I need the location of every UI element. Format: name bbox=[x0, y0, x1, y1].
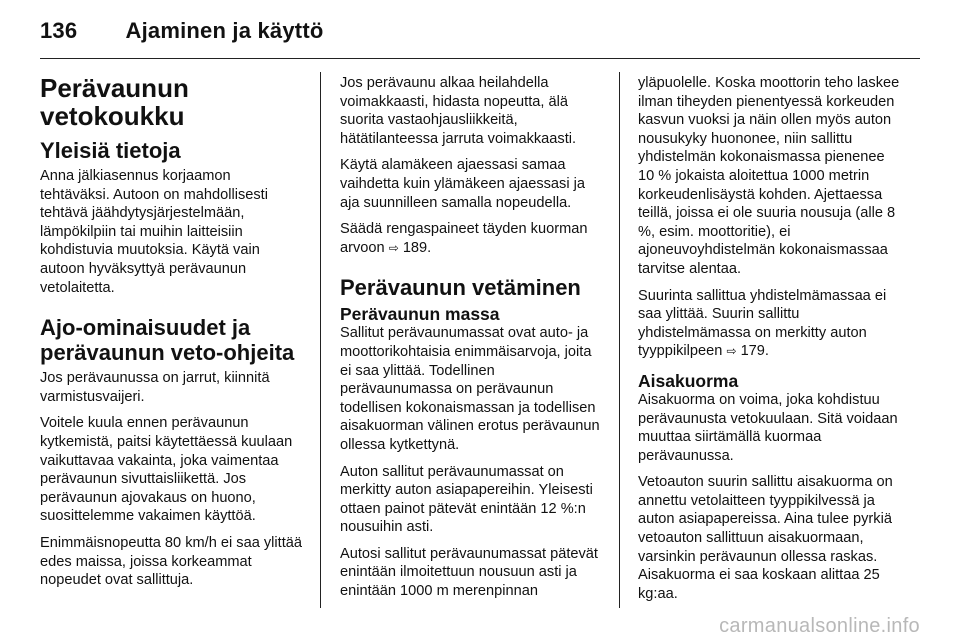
paragraph-drawbar-definition: Aisakuorma on voima, joka kohdistuu perävaunusta vetokuulaan. Sitä voidaan muuttaa siirtämällä kuormaa perävaunussa. bbox=[638, 391, 898, 464]
heading-drawbar-load: Aisakuorma bbox=[638, 370, 739, 391]
section-title: Ajaminen ja käyttö bbox=[125, 18, 324, 43]
heading-trailer-mass: Perävaunun massa bbox=[340, 304, 500, 325]
paragraph-downhill-gear: Käytä alamäkeen ajaessasi samaa vaihdetta kuin ylämäkeen ajaessasi ja aja suunnilleen samalla nopeudella. bbox=[340, 157, 585, 211]
heading-general-info: Yleisiä tietoja bbox=[40, 138, 181, 163]
column-3 bbox=[638, 74, 900, 611]
paragraph-safety-cable: Jos perävaunussa on jarrut, kiinnitä varmistusvaijeri. bbox=[40, 370, 270, 405]
page-ref-arrow-icon: ⇨ bbox=[388, 240, 399, 255]
paragraph-vehicle-documents: Auton sallitut perävaunumassat on merkitty auton asiapapereihin. Yleisesti ottaen painot pätevät enintään 12 %:n nousuihin asti. bbox=[340, 463, 593, 536]
paragraph-permitted-mass: Sallitut perävaunumassat ovat auto- ja moottorikohtaisia enimmäisarvoja, joita ei saa ylittää. Todellinen perävaunumassa on perävaunun todellisen kokonaismassan ja todellisen aisakuorman välinen erotus perävaunun ollessa kytkettynä. bbox=[340, 325, 600, 453]
heading-driving-characteristics: Ajo-ominaisuudet ja perävaunun veto-ohjeita bbox=[40, 315, 295, 366]
column-divider-2 bbox=[619, 72, 620, 608]
page-ref-link[interactable]: 189. bbox=[402, 239, 432, 256]
column-1 bbox=[40, 74, 302, 598]
paragraph-lubricate-ball: Voitele kuula ennen perävaunun kytkemistä, paitsi käytettäessä kuulaan vaikuttavaa vakainta, joka vaimentaa perävaunun sivuttaisliikettä. Jos perävaunun ajovakaus on huono, suosittelemme vakaimen käyttöä. bbox=[40, 415, 293, 525]
paragraph-tyre-pressure bbox=[340, 220, 602, 257]
page-ref-link[interactable]: 179. bbox=[740, 343, 769, 360]
page-number: 136 bbox=[40, 18, 78, 43]
paragraph-altitude-reduction: yläpuolelle. Koska moottorin teho laskee ilman tiheyden pienentyessä korkeuden kasvun vuoksi ja näin ollen myös auton nousukyky huononee, niin sallittu yhdistelmän kokonaismassa pienenee 10 % jokaista aloitettua 1000 metrin korkeudenlisäystä kohden. Ajettaessa teillä, joissa ei ole suuria nousuja (alle 8 %, esim. moottoritie), ei ajoneuvoyhdistelmän kokonaismassaa tarvitse alentaa. bbox=[638, 75, 900, 277]
column-2 bbox=[340, 74, 602, 609]
chapter-title: Perävaunun vetokoukku bbox=[40, 73, 189, 131]
paragraph-gross-combination-mass bbox=[638, 287, 900, 361]
paragraph-trailer-sway: Jos perävaunu alkaa heilahdella voimakkaasti, hidasta nopeutta, älä suorita vastaohjausliikkeitä, hätätilanteessa jarruta voimakkaasti. bbox=[340, 75, 577, 147]
watermark: carmanualsonline.info bbox=[719, 615, 920, 637]
column-divider-1 bbox=[320, 72, 321, 608]
paragraph-max-speed: Enimmäisnopeutta 80 km/h ei saa ylittää edes maissa, joissa korkeammat nopeudet ovat sallittuja. bbox=[40, 534, 303, 589]
gross-mass-text: Suurinta sallittua yhdistelmämassaa ei saa ylittää. Suurin sallittu yhdistelmämassa on merkitty auton tyyppikilpeen bbox=[638, 287, 887, 360]
tyre-pressure-text: Säädä rengaspaineet täyden kuorman arvoon bbox=[340, 221, 588, 256]
paragraph-general-info: Anna jälkiasennus korjaamon tehtäväksi. Autoon on mahdollisesti tehtävä jäähdytysjärjestelmään, lämpökilpiin tai muihin laitteisiin kohdistuvia muutoksia. Käytä vain autoon hyväksyttyä perävaunun vetolaitetta. bbox=[40, 168, 268, 296]
page-ref-arrow-icon: ⇨ bbox=[726, 344, 737, 359]
paragraph-drawbar-limits: Vetoauton suurin sallittu aisakuorma on annettu vetolaitteen tyyppikilvessä ja auton asiapapereissa. Aina tulee pyrkiä vetoauton sallittuun aisakuormaan, varsinkin perävaunun ollessa raskas. Aisakuorma ei saa koskaan alittaa 25 kg:aa. bbox=[638, 474, 893, 602]
paragraph-altitude-limit: Autosi sallitut perävaunumassat pätevät enintään ilmoitettuun nousuun asti ja enintään 1000 m merenpinnan bbox=[340, 545, 598, 600]
heading-towing: Perävaunun vetäminen bbox=[340, 275, 581, 301]
page-header bbox=[40, 18, 324, 44]
header-rule bbox=[40, 58, 920, 59]
